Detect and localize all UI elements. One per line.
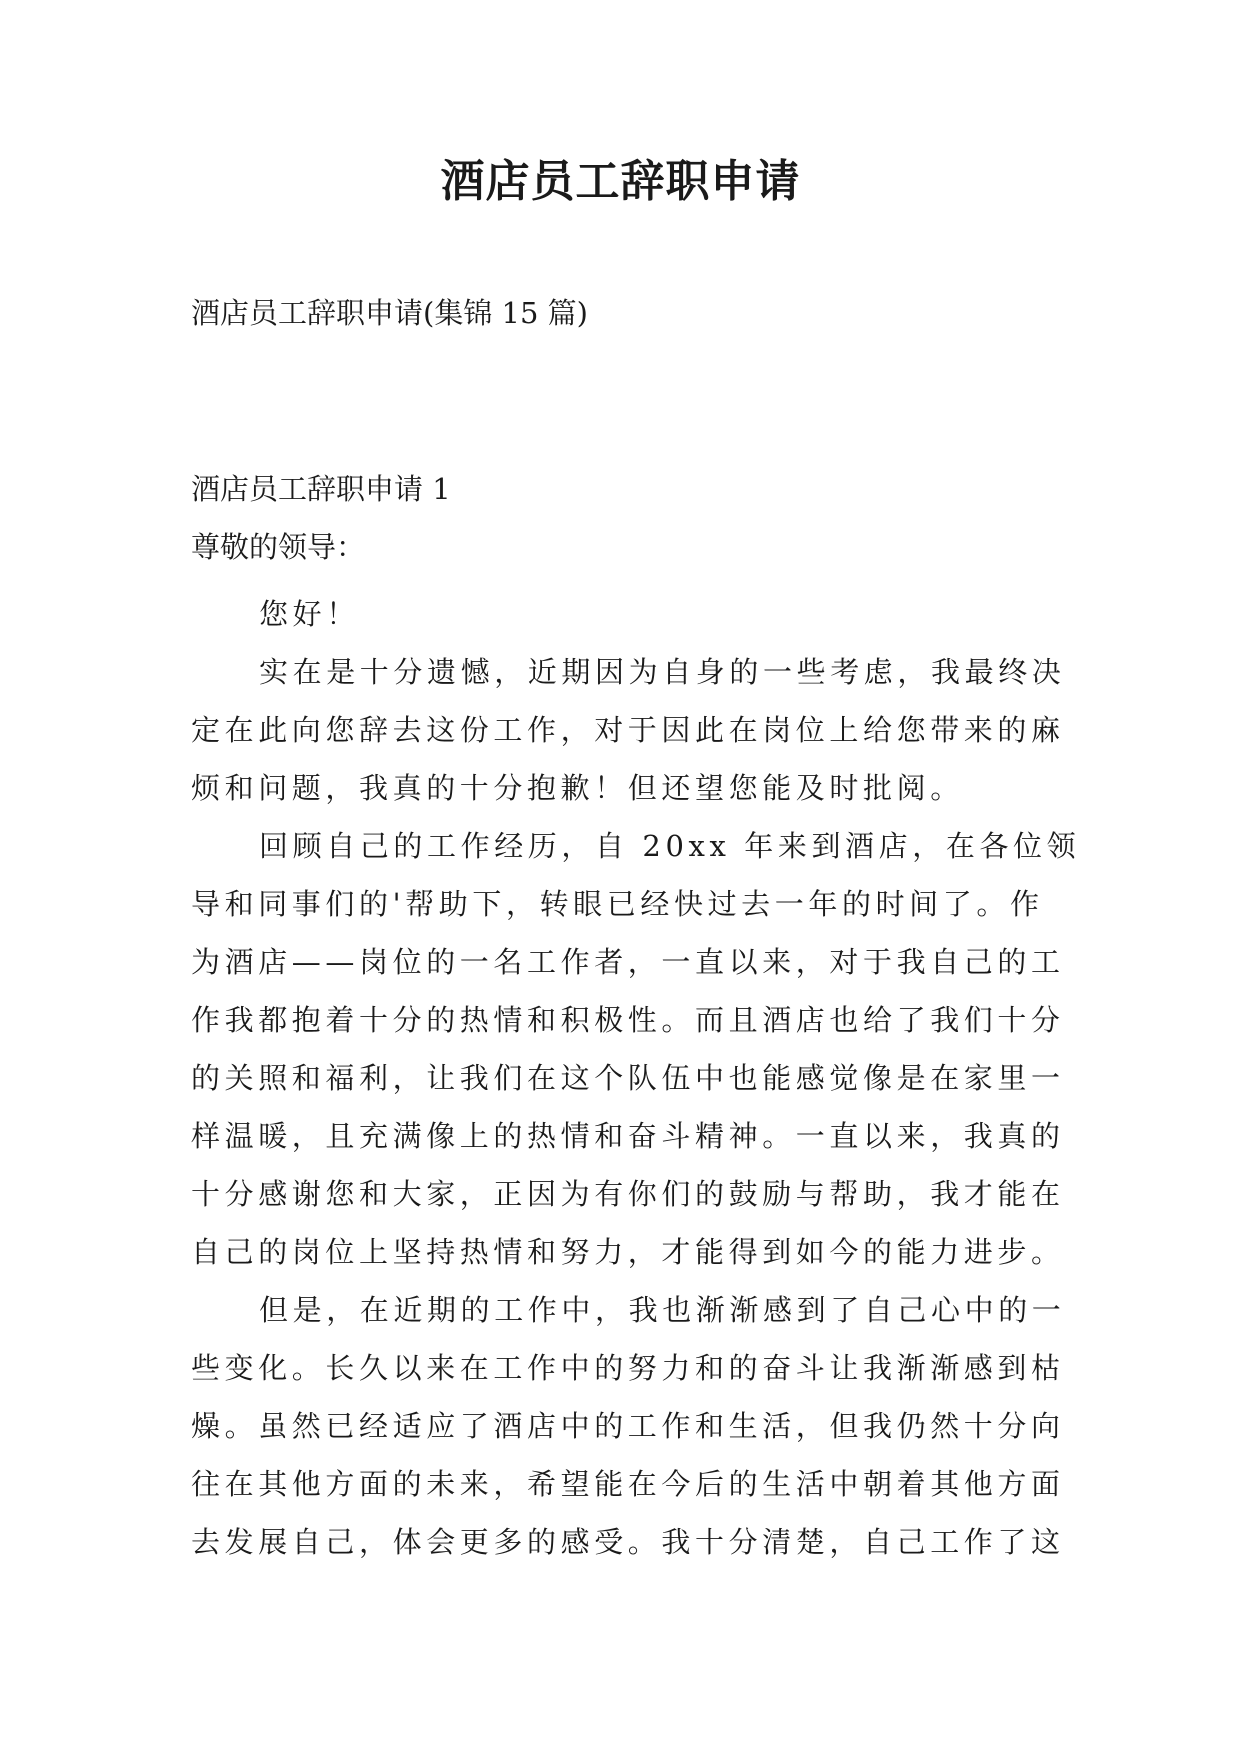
- body-line: 实在是十分遗憾，近期因为自身的一些考虑，我最终决: [259, 655, 1066, 689]
- document-subtitle: 酒店员工辞职申请(集锦 15 篇): [191, 296, 588, 330]
- body-line: 作我都抱着十分的热情和积极性。而且酒店也给了我们十分: [191, 1003, 1065, 1037]
- salutation: 尊敬的领导：: [191, 530, 366, 564]
- body-line: 烦和问题，我真的十分抱歉！但还望您能及时批阅。: [191, 771, 964, 805]
- body-line: 回顾自己的工作经历，自 20xx 年来到酒店，在各位领: [259, 829, 1081, 863]
- body-line: 去发展自己，体会更多的感受。我十分清楚，自己工作了这: [191, 1525, 1065, 1559]
- body-line: 往在其他方面的未来，希望能在今后的生活中朝着其他方面: [191, 1467, 1065, 1501]
- body-line: 但是，在近期的工作中，我也渐渐感到了自己心中的一: [259, 1293, 1066, 1327]
- body-line: 的关照和福利，让我们在这个队伍中也能感觉像是在家里一: [191, 1061, 1065, 1095]
- greeting-line: 您好！: [259, 597, 360, 631]
- body-line: 样温暖，且充满像上的热情和奋斗精神。一直以来，我真的: [191, 1119, 1065, 1153]
- letter-body: [191, 585, 1091, 1571]
- document-title: 酒店员工辞职申请: [440, 156, 801, 207]
- body-line: 自己的岗位上坚持热情和努力，才能得到如今的能力进步。: [191, 1235, 1065, 1269]
- section-heading: 酒店员工辞职申请 1: [191, 472, 451, 506]
- body-line: 十分感谢您和大家，正因为有你们的鼓励与帮助，我才能在: [191, 1177, 1065, 1211]
- body-line: 燥。虽然已经适应了酒店中的工作和生活，但我仍然十分向: [191, 1409, 1065, 1443]
- body-line: 定在此向您辞去这份工作，对于因此在岗位上给您带来的麻: [191, 713, 1065, 747]
- body-line: 些变化。长久以来在工作中的努力和的奋斗让我渐渐感到枯: [191, 1351, 1065, 1385]
- body-line: 为酒店——岗位的一名工作者，一直以来，对于我自己的工: [191, 945, 1065, 979]
- body-line: 导和同事们的'帮助下，转眼已经快过去一年的时间了。作: [191, 887, 1044, 921]
